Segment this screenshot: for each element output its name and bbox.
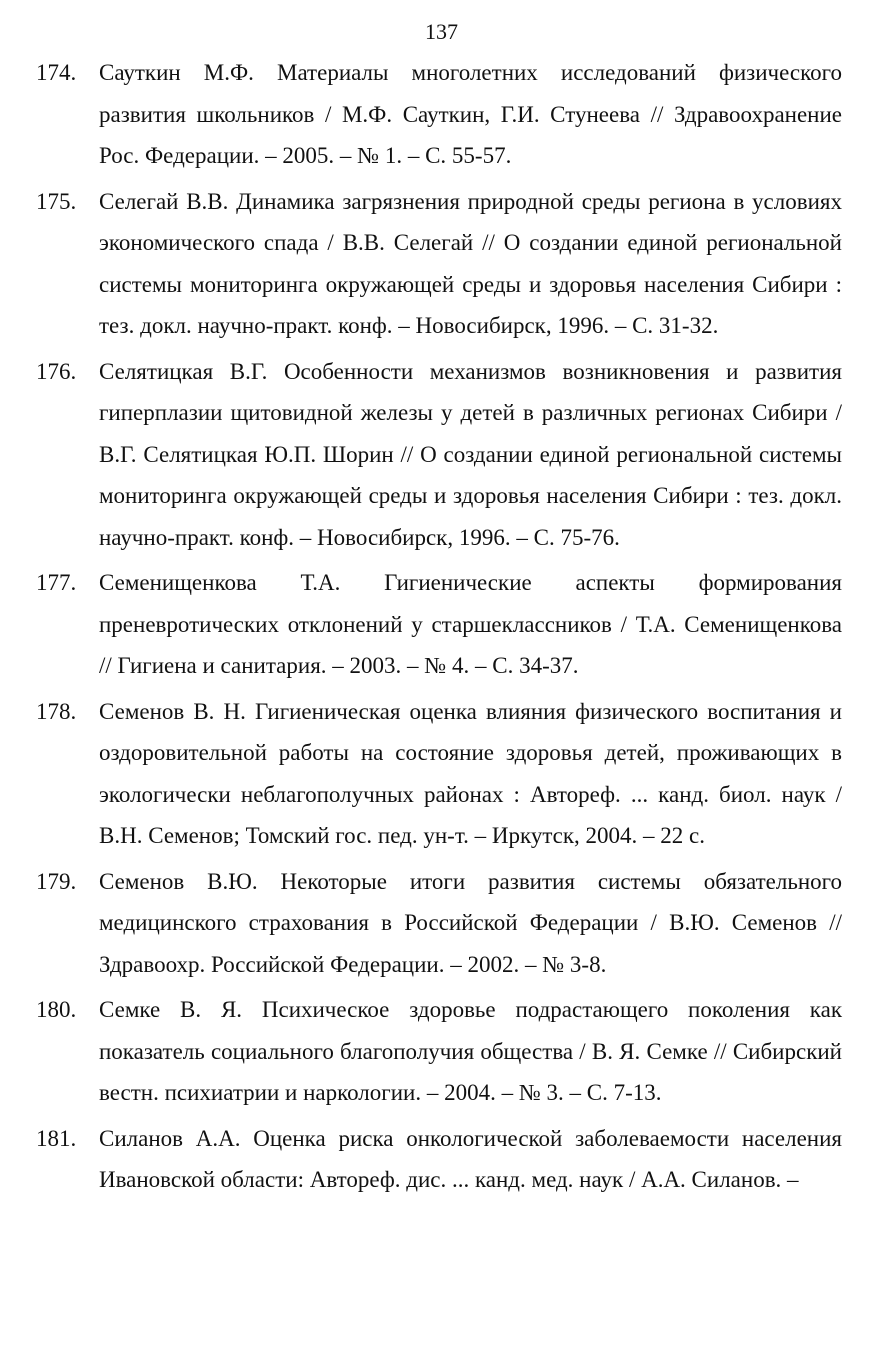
reference-item: [0, 52, 883, 177]
reference-item: [0, 562, 883, 687]
reference-number: 178.: [36, 698, 77, 724]
reference-text: Селятицкая В.Г. Особенности механизмов возникновения и развития гиперплазии щитовидной железы у детей в различных регионах Сибири / В.Г. Селятицкая Ю.П. Шорин // О создании единой региональной системы мониторинга окружающей среды и здоровья населения Сибири : тез. докл. научно-практ. конф. – Новосибирск, 1996. – С. 75-76.: [99, 358, 842, 550]
reference-text: Селегай В.В. Динамика загрязнения природной среды региона в условиях экономического спада / В.В. Селегай // О создании единой региональной системы мониторинга окружающей среды и здоровья населения Сибири : тез. докл. научно-практ. конф. – Новосибирск, 1996. – С. 31-32.: [99, 188, 842, 338]
reference-item: [0, 1118, 883, 1201]
reference-number: 174.: [36, 60, 77, 85]
reference-text: Семенов В.Ю. Некоторые итоги развития системы обязательного медицинского страхования в Российской Федерации / В.Ю. Семенов // Здравоохр. Российской Федерации. – 2002. – № 3-8.: [99, 868, 842, 977]
reference-number: 180.: [36, 997, 77, 1022]
reference-number: 177.: [36, 570, 77, 595]
reference-text: Силанов А.А. Оценка риска онкологической заболеваемости населения Ивановской области: Автореф. дис. ... канд. мед. наук / А.А. Силанов. –: [99, 1125, 842, 1192]
reference-text: Сауткин М.Ф. Материалы многолетних исследований физического развития школьников / М.Ф. Сауткин, Г.И. Стунеева // Здравоохранение Рос. Федерации. – 2005. – № 1. – С. 55-57.: [99, 60, 842, 168]
reference-item: [0, 861, 883, 986]
reference-item: [0, 181, 883, 347]
reference-text: Семке В. Я. Психическое здоровье подрастающего поколения как показатель социального благополучия общества / В. Я. Семке // Сибирский вестн. психиатрии и наркологии. – 2004. – № 3. – С. 7-13.: [99, 997, 842, 1105]
reference-item: [0, 989, 883, 1114]
reference-text: Семенов В. Н. Гигиеническая оценка влияния физического воспитания и оздоровительной работы на состояние здоровья детей, проживающих в экологически неблагополучных районах : Автореф. ... канд. биол. наук / В.Н. Семенов; Томский гос. пед. ун-т. – Иркутск, 2004. – 22 с.: [99, 698, 842, 848]
reference-item: [0, 351, 883, 559]
reference-item: [0, 691, 883, 857]
reference-number: 175.: [36, 188, 77, 214]
reference-number: 179.: [36, 868, 77, 894]
page-number: 137: [425, 19, 458, 44]
reference-list: [0, 52, 883, 1205]
reference-text: Семенищенкова Т.А. Гигиенические аспекты формирования преневротических отклонений у старшеклассников / Т.А. Семенищенкова // Гигиена и санитария. – 2003. – № 4. – С. 34-37.: [99, 570, 842, 678]
reference-number: 181.: [36, 1125, 77, 1151]
reference-number: 176.: [36, 358, 77, 384]
